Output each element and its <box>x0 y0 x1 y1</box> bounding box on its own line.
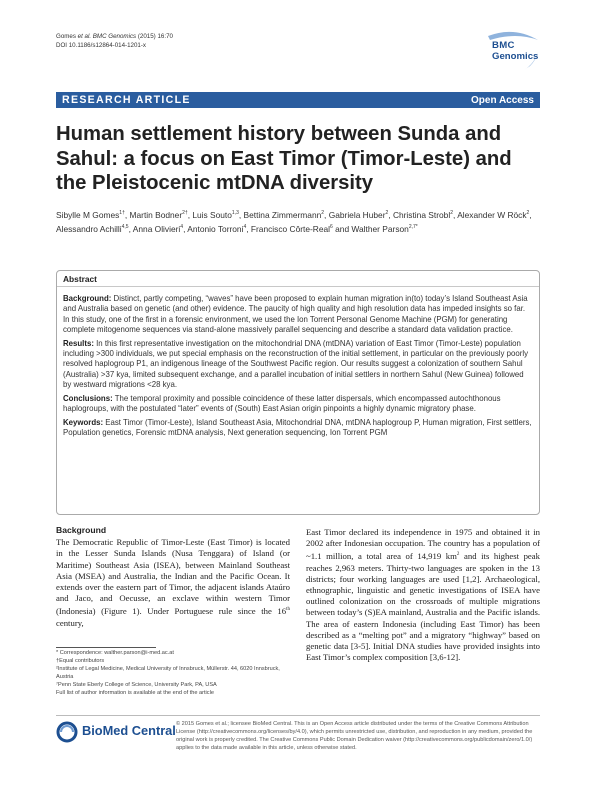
author-affiliation-marker: 2 <box>321 210 325 216</box>
doi: DOI 10.1186/s12864-014-1201-x <box>56 41 147 49</box>
bmc-genomics-logo <box>484 30 544 74</box>
abstract-heading: Abstract <box>63 274 97 284</box>
author-affiliation-marker: 1† <box>119 210 125 216</box>
author-affiliation-marker: 2† <box>182 210 188 216</box>
abstract-keywords: Keywords: East Timor (Timor-Leste), Island Southeast Asia, Mitochondrial DNA, mtDNA haplogroup P, Human migration, First settlers, Population genetics, Forensic mtDNA analysis, Next generation sequencing, Ion Torrent PGM <box>63 418 532 438</box>
article-title: Human settlement history between Sunda and Sahul: a focus on East Timor (Timor-Leste) and the Pleistocenic mtDNA diversity <box>56 123 512 195</box>
body-paragraph: East Timor declared its independence in 1975 and obtained it in 2002 after Indonesian occupation. The country has a population of ~1.1 million, a total area of 14,919 $km^2$ and its highest peak reaches 2,963 meters. Thirty-two languages are spoken in the 13 districts; four working languages are used [1,2]. Archaeological, ethnographic, linguistic and genetic investigations of ISEA have outlined colonization on the crossroads of multiple migrations between today’s (S)EA mainland, Australia and the Pacific islands. The area of eastern Indonesia (including East Timor) has been described as a “melting pot” and a migratory “highway” based on genetic data [3-5]. Initial DNA studies have provided insights into East Timor’s complex composition [3,6-12]. <box>306 527 540 663</box>
author-affiliation-marker: 4,5 <box>121 224 129 231</box>
author-name: Luis Souto <box>192 209 232 220</box>
abstract-results: Results: In this first representative investigation on the mitochondrial DNA (mtDNA) variation of East Timor (Timor-Leste) population including >300 individuals, we put special emphasis on the reconstruction of the initial settlement, in particular on the previously poorly resolved haplogroup P1, an indigenous lineage of the Southwest Pacific region. Our results suggest a colonization of southern Sahul (Australia) >37 kya, limited subsequent exchange, and a parallel incubation of initial settlers in northern Sahul (New Guinea) followed by westward migrations <28 kya. <box>63 338 529 389</box>
footnote-correspondence: * Correspondence: walther.parson@i-med.ac.at <box>56 650 174 656</box>
footnote-divider <box>56 647 156 648</box>
article-type-banner <box>56 92 540 108</box>
author-name: and Walther Parson <box>335 224 409 235</box>
body-column-left <box>56 525 290 629</box>
footnote-more-info: Full list of author information is available at the end of the article <box>56 689 214 696</box>
author-affiliation-marker: 4 <box>180 224 184 231</box>
open-access-label: Open Access <box>471 94 534 106</box>
logo-bmc: BMC <box>492 40 515 51</box>
article-type: RESEARCH ARTICLE <box>62 94 191 106</box>
abstract-background: Background: Distinct, partly competing, “waves” have been proposed to explain human migration in(to) today’s Island Southeast Asia and Australia based on genetic (and other) evidence. The paucity of high quality and high resolution data has impeded insights so far. In this study, one of the first in a forensic environment, we used the Ion Torrent Personal Genome Machine (PGM) for generating complete mitogenome sequences via stand-alone massively parallel sequencing and describe a standard data validation practice. <box>63 294 528 334</box>
footer-divider <box>56 715 540 716</box>
logo-genomics: Genomics <box>492 51 539 62</box>
footnote-affiliation-7: ⁷Penn State Eberly College of Science, University Park, PA, USA <box>56 681 217 688</box>
abstract-header <box>57 271 539 287</box>
author-name: Alexander W Röck <box>457 209 527 220</box>
footnotes <box>56 650 292 697</box>
author-name: Martin Bodner <box>129 209 183 220</box>
author-affiliation-marker: 6 <box>330 224 333 231</box>
author-name: Francisco Côrte-Real <box>250 224 331 235</box>
author-name: Gabriela Huber <box>328 209 386 220</box>
author-name: Alessandro Achilli <box>56 224 122 235</box>
author-name: Sibylle M Gomes <box>56 209 120 220</box>
author-affiliation-marker: 4 <box>243 224 247 231</box>
author-name: Bettina Zimmermann <box>243 209 322 220</box>
author-affiliation-marker: 2 <box>385 210 389 216</box>
author-name: Antonio Torroni <box>187 224 244 235</box>
body-column-right <box>306 527 540 663</box>
author-affiliation-marker: 2 <box>450 210 453 216</box>
journal-citation <box>56 33 173 50</box>
license-text: © 2015 Gomes et al.; licensee BioMed Central. This is an Open Access article distributed under the terms of the Creative Commons Attribution License (http://creativecommons.org/licenses/by/4.0), which permits unrestricted use, distribution, and reproduction in any medium, provided the original work is properly credited. The Creative Commons Public Domain Dedication waiver (http://creativecommons.org/publicdomain/zero/1.0/) applies to the data made available in this article, unless otherwise stated. <box>176 721 533 751</box>
author-name: Christina Strobl <box>392 209 451 220</box>
author-affiliation-marker: 2 <box>526 210 530 216</box>
journal-line: Gomes et al. BMC Genomics (2015) 16:70 <box>56 33 173 40</box>
body-paragraph: The Democratic Republic of Timor-Leste (East Timor) is located in the Lesser Sunda Islands (Nusa Tenggara) of Island (or Maritime) Southeast Asia (ISEA), between Mainland Southeast Asia (MSEA) and Australia, the Indian and the Pacific Ocean. It extends over the eastern part of Timor, the adjacent islands Ataúro and Jaco, and Oecusse, an exclave within western Timor (Indonesia) (Figure 1). Under Portuguese rule since the 16th century, <box>56 537 290 628</box>
abstract-box <box>56 270 540 515</box>
abstract-body <box>63 294 533 442</box>
abstract-conclusions: Conclusions: The temporal proximity and possible coincidence of these latter dispersals, which encompassed autochthonous haplogroups, with the postulated “later” events of (South) East Asian origin pinpoints a highly dynamic migratory phase. <box>63 393 501 414</box>
author-affiliation-marker: 1,3 <box>231 210 239 216</box>
footnote-affiliation-2: ²Institute of Legal Medicine, Medical University of Innsbruck, Müllerstr. 44, 6020 Innsbruck, Austria <box>56 665 280 680</box>
biomed-central-icon <box>56 721 80 743</box>
author-list: Sibylle M Gomes$^{1\dagger}$, Martin Bodner$^{2\dagger}$, Luis Souto$^{1,3}$, Bettina Zimmermann$^2$, Gabriela Huber$^2$, Christina Strobl$^2$, Alexander W Röck$^2$, Alessandro Achilli$^{4,5}$, Anna Olivieri$^4$, Antonio Torroni$^4$, Francisco Côrte-Real$^6$ and Walther Parson$^{2,7*}$ <box>56 209 532 235</box>
biomed-central-logo: BioMed Central <box>56 721 172 743</box>
section-heading-background: Background <box>56 525 107 535</box>
footnote-equal: †Equal contributors <box>56 657 105 664</box>
author-affiliation-marker: 2,7* <box>408 224 418 231</box>
author-name: Anna Olivieri <box>132 224 181 235</box>
